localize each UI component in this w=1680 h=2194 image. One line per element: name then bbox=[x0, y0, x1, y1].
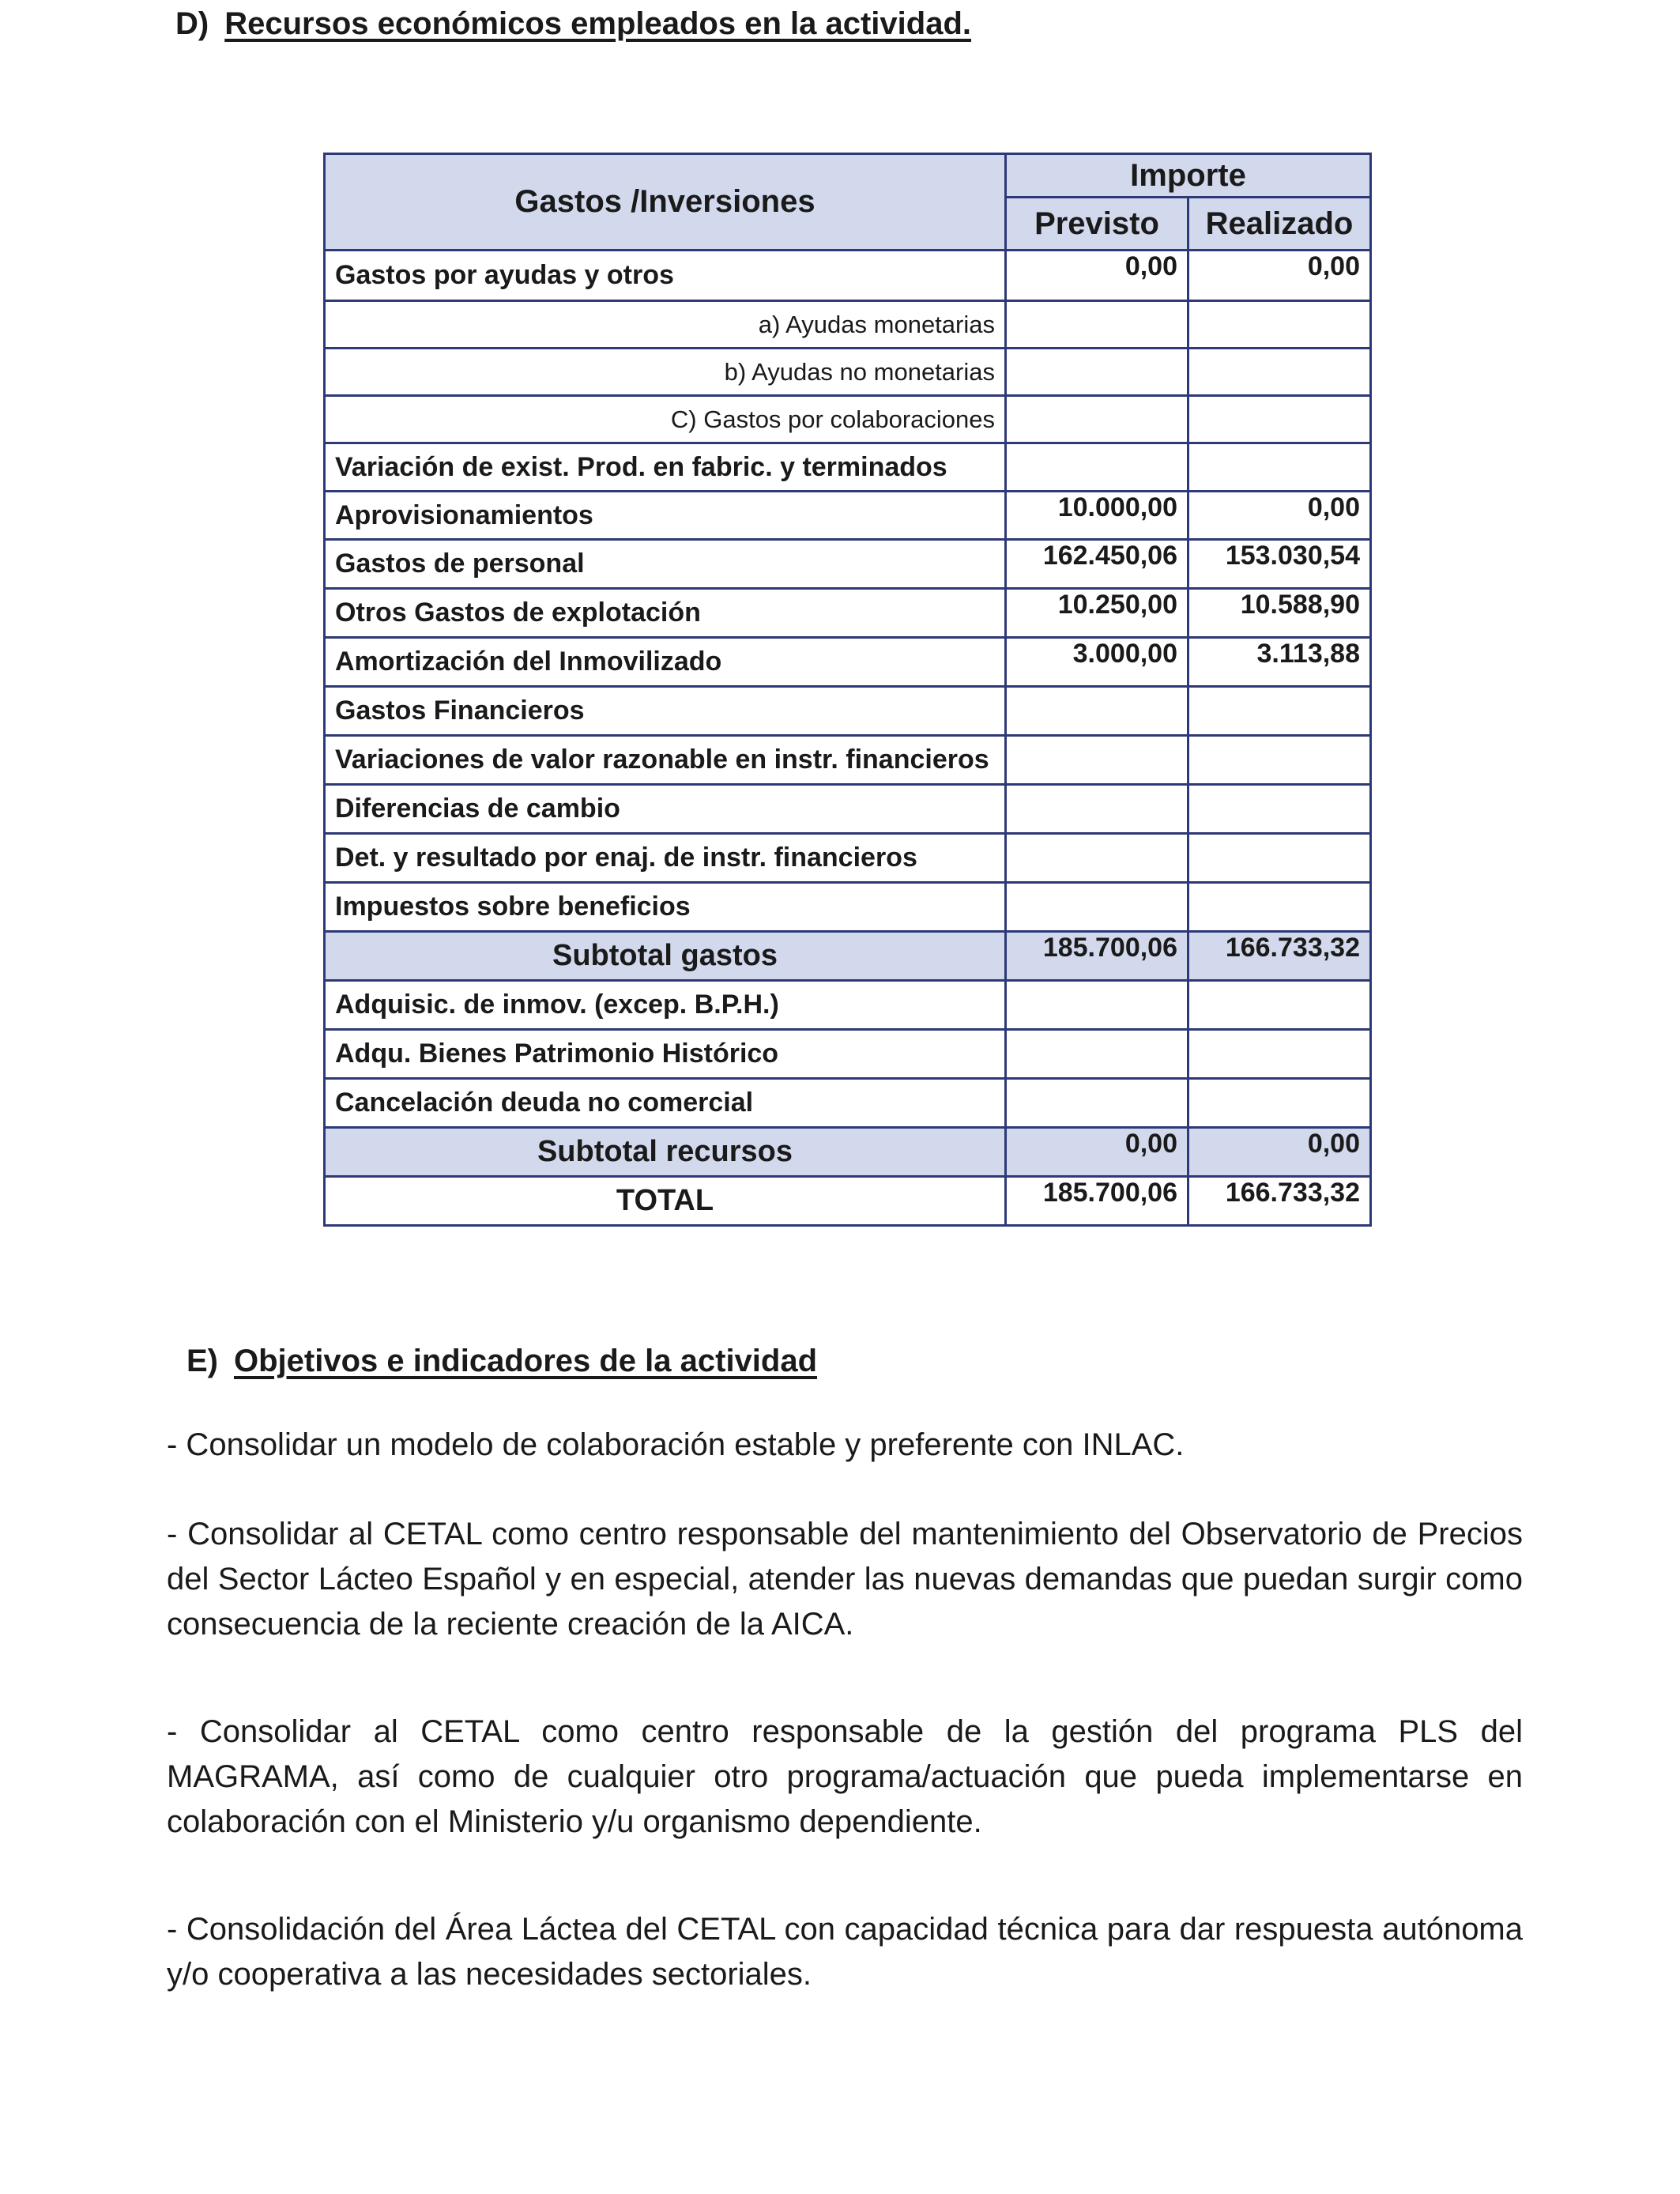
row-previsto bbox=[1006, 443, 1188, 492]
row-label: Aprovisionamientos bbox=[325, 492, 1006, 540]
row-realizado bbox=[1188, 1079, 1371, 1128]
row-label: b) Ayudas no monetarias bbox=[325, 349, 1006, 396]
row-previsto bbox=[1006, 396, 1188, 443]
row-realizado bbox=[1188, 834, 1371, 883]
row-realizado bbox=[1188, 1030, 1371, 1079]
row-realizado bbox=[1188, 883, 1371, 932]
row-previsto bbox=[1006, 883, 1188, 932]
table-row bbox=[325, 638, 1371, 687]
row-realizado: 0,00 bbox=[1188, 1128, 1371, 1177]
section-d-heading bbox=[175, 6, 971, 42]
table-row bbox=[325, 981, 1371, 1030]
header-previsto: Previsto bbox=[1006, 198, 1188, 251]
row-label: a) Ayudas monetarias bbox=[325, 301, 1006, 349]
budget-table bbox=[323, 153, 1372, 1227]
row-realizado: 10.588,90 bbox=[1188, 589, 1371, 638]
row-label: Adqu. Bienes Patrimonio Histórico bbox=[325, 1030, 1006, 1079]
row-realizado: 153.030,54 bbox=[1188, 540, 1371, 589]
header-realizado: Realizado bbox=[1188, 198, 1371, 251]
row-previsto: 3.000,00 bbox=[1006, 638, 1188, 687]
row-realizado bbox=[1188, 301, 1371, 349]
row-realizado bbox=[1188, 443, 1371, 492]
table-row bbox=[325, 443, 1371, 492]
row-realizado bbox=[1188, 785, 1371, 834]
row-realizado: 3.113,88 bbox=[1188, 638, 1371, 687]
row-label: Otros Gastos de explotación bbox=[325, 589, 1006, 638]
row-previsto bbox=[1006, 301, 1188, 349]
subtotal-gastos-row bbox=[325, 932, 1371, 981]
row-realizado bbox=[1188, 981, 1371, 1030]
row-realizado: 0,00 bbox=[1188, 251, 1371, 301]
row-label: Subtotal recursos bbox=[325, 1128, 1006, 1177]
table-row bbox=[325, 492, 1371, 540]
row-realizado: 166.733,32 bbox=[1188, 932, 1371, 981]
row-previsto bbox=[1006, 1030, 1188, 1079]
row-realizado bbox=[1188, 396, 1371, 443]
table-row bbox=[325, 1030, 1371, 1079]
row-previsto bbox=[1006, 981, 1188, 1030]
table-row bbox=[325, 1079, 1371, 1128]
row-label: Det. y resultado por enaj. de instr. financieros bbox=[325, 834, 1006, 883]
row-previsto: 185.700,06 bbox=[1006, 932, 1188, 981]
row-realizado: 0,00 bbox=[1188, 492, 1371, 540]
section-d-letter: D) bbox=[175, 6, 209, 41]
table-row bbox=[325, 883, 1371, 932]
objective-paragraph: - Consolidar al CETAL como centro responsable de la gestión del programa PLS del MAGRAMA, así como de cualquier otro programa/actuación que pueda implementarse en colaboración con el Ministerio y/u organismo dependiente. bbox=[167, 1714, 1523, 1839]
row-previsto bbox=[1006, 687, 1188, 736]
row-label: TOTAL bbox=[325, 1177, 1006, 1226]
row-previsto: 185.700,06 bbox=[1006, 1177, 1188, 1226]
section-e-heading bbox=[186, 1344, 817, 1379]
table-row bbox=[325, 301, 1371, 349]
row-previsto: 0,00 bbox=[1006, 1128, 1188, 1177]
row-label: C) Gastos por colaboraciones bbox=[325, 396, 1006, 443]
table-row bbox=[325, 251, 1371, 301]
table-row bbox=[325, 834, 1371, 883]
row-previsto bbox=[1006, 785, 1188, 834]
row-realizado bbox=[1188, 736, 1371, 785]
row-previsto bbox=[1006, 736, 1188, 785]
table-row bbox=[325, 785, 1371, 834]
table-row bbox=[325, 736, 1371, 785]
table-row bbox=[325, 396, 1371, 443]
row-previsto: 162.450,06 bbox=[1006, 540, 1188, 589]
table-row bbox=[325, 589, 1371, 638]
section-d-title: Recursos económicos empleados en la actividad. bbox=[224, 6, 972, 41]
row-previsto bbox=[1006, 834, 1188, 883]
row-label: Gastos por ayudas y otros bbox=[325, 251, 1006, 301]
objective-paragraph: - Consolidación del Área Láctea del CETAL con capacidad técnica para dar respuesta autónoma y/o cooperativa a las necesidades sectoriales. bbox=[167, 1912, 1523, 1992]
section-e-letter: E) bbox=[186, 1344, 218, 1378]
row-label: Cancelación deuda no comercial bbox=[325, 1079, 1006, 1128]
row-previsto bbox=[1006, 349, 1188, 396]
objective-paragraph: - Consolidar un modelo de colaboración estable y preferente con INLAC. bbox=[167, 1427, 1185, 1462]
section-e-title: Objetivos e indicadores de la actividad bbox=[234, 1344, 818, 1378]
table-row bbox=[325, 349, 1371, 396]
row-label: Amortización del Inmovilizado bbox=[325, 638, 1006, 687]
row-label: Impuestos sobre beneficios bbox=[325, 883, 1006, 932]
row-previsto bbox=[1006, 1079, 1188, 1128]
total-row bbox=[325, 1177, 1371, 1226]
header-importe: Importe bbox=[1006, 154, 1371, 198]
row-previsto: 10.250,00 bbox=[1006, 589, 1188, 638]
row-label: Adquisic. de inmov. (excep. B.P.H.) bbox=[325, 981, 1006, 1030]
subtotal-recursos-row bbox=[325, 1128, 1371, 1177]
objective-paragraph: - Consolidar al CETAL como centro responsable del mantenimiento del Observatorio de Precios del Sector Lácteo Español y en especial, atender las nuevas demandas que puedan surgir como consecuencia de la reciente creación de la AICA. bbox=[167, 1517, 1523, 1642]
row-label: Variaciones de valor razonable en instr. financieros bbox=[325, 736, 1006, 785]
row-label: Variación de exist. Prod. en fabric. y terminados bbox=[325, 443, 1006, 492]
row-previsto: 10.000,00 bbox=[1006, 492, 1188, 540]
header-gastos-inversiones: Gastos /Inversiones bbox=[325, 154, 1006, 251]
table-row bbox=[325, 687, 1371, 736]
table-row bbox=[325, 540, 1371, 589]
row-label: Diferencias de cambio bbox=[325, 785, 1006, 834]
row-label: Subtotal gastos bbox=[325, 932, 1006, 981]
row-label: Gastos de personal bbox=[325, 540, 1006, 589]
row-realizado bbox=[1188, 687, 1371, 736]
row-label: Gastos Financieros bbox=[325, 687, 1006, 736]
row-previsto: 0,00 bbox=[1006, 251, 1188, 301]
row-realizado: 166.733,32 bbox=[1188, 1177, 1371, 1226]
row-realizado bbox=[1188, 349, 1371, 396]
